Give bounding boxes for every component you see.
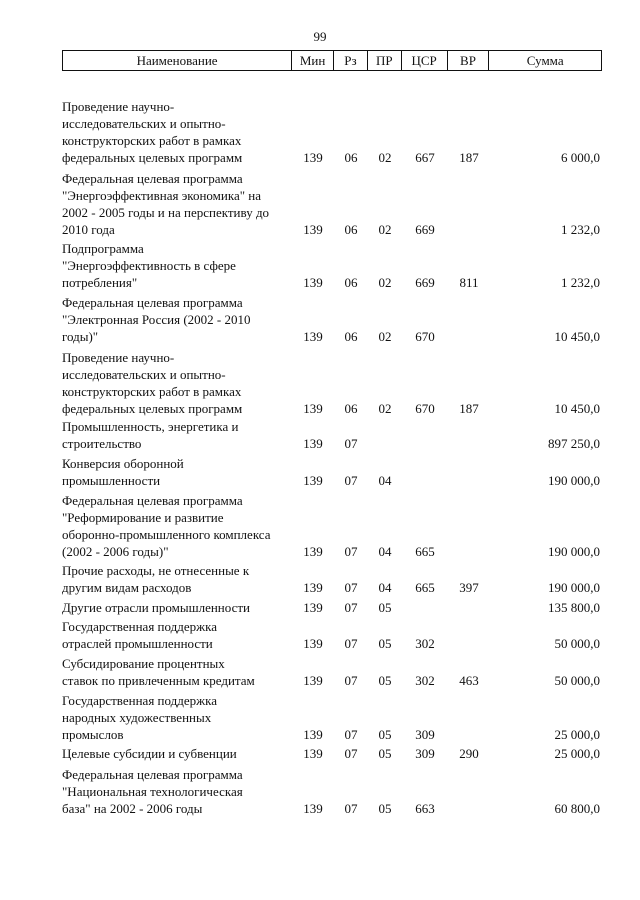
row-name: Прочие расходы, не отнесенные к другим видам расходов (62, 563, 250, 595)
row-rz: 07 (344, 727, 358, 742)
row-min: 139 (303, 746, 323, 761)
row-name: Государственная поддержка отраслей промышленности (62, 619, 218, 651)
row-rz: 07 (344, 580, 358, 595)
row-min: 139 (303, 544, 323, 559)
row-rz: 06 (344, 329, 358, 344)
row-rz: 07 (344, 600, 358, 615)
page-number: 99 (313, 29, 327, 44)
table-row (62, 599, 602, 616)
row-csr: 669 (415, 275, 435, 290)
row-sum: 1 232,0 (561, 275, 600, 290)
row-csr: 669 (415, 222, 435, 237)
row-csr: 665 (415, 580, 435, 595)
row-rz: 06 (344, 222, 358, 237)
row-min: 139 (303, 401, 323, 416)
header-csr: ЦСР (402, 51, 448, 70)
row-pr: 02 (378, 222, 392, 237)
row-pr: 02 (378, 150, 392, 165)
header-vr: ВР (448, 51, 490, 70)
row-sum: 10 450,0 (554, 329, 600, 344)
row-name: Другие отрасли промышленности (62, 600, 250, 615)
row-csr: 309 (415, 746, 435, 761)
row-pr: 02 (378, 275, 392, 290)
row-min: 139 (303, 222, 323, 237)
row-rz: 06 (344, 150, 358, 165)
row-sum: 190 000,0 (548, 544, 600, 559)
row-vr: 463 (459, 673, 479, 688)
row-pr: 04 (378, 473, 392, 488)
header-rz: Рз (334, 51, 368, 70)
table-row (62, 240, 602, 291)
row-vr: 290 (459, 746, 479, 761)
table-row (62, 492, 602, 560)
row-name: Промышленность, энергетика и строительство (62, 419, 239, 451)
row-csr: 665 (415, 544, 435, 559)
row-sum: 6 000,0 (561, 150, 600, 165)
row-sum: 190 000,0 (548, 473, 600, 488)
row-min: 139 (303, 636, 323, 651)
row-rz: 07 (344, 436, 358, 451)
row-sum: 190 000,0 (548, 580, 600, 595)
row-pr: 05 (378, 727, 392, 742)
row-min: 139 (303, 275, 323, 290)
row-csr: 663 (415, 801, 435, 816)
row-name: Конверсия оборонной промышленности (62, 456, 184, 488)
table-row (62, 618, 602, 652)
row-pr: 04 (378, 544, 392, 559)
row-min: 139 (303, 673, 323, 688)
row-vr: 397 (459, 580, 479, 595)
row-sum: 25 000,0 (554, 746, 600, 761)
header-pr: ПР (368, 51, 402, 70)
row-rz: 07 (344, 673, 358, 688)
row-pr: 05 (378, 673, 392, 688)
row-pr: 05 (378, 600, 392, 615)
row-name: Проведение научно- исследовательских и опытно- конструкторских работ в рамках федеральных целевых программ (62, 350, 243, 416)
header-min: Мин (292, 51, 334, 70)
row-pr: 02 (378, 329, 392, 344)
row-name: Федеральная целевая программа "Национальная технологическая база" на 2002 - 2006 годы (62, 767, 243, 816)
row-min: 139 (303, 727, 323, 742)
row-vr: 187 (459, 401, 479, 416)
row-sum: 897 250,0 (548, 436, 600, 451)
row-rz: 06 (344, 401, 358, 416)
row-csr: 309 (415, 727, 435, 742)
row-csr: 667 (415, 150, 435, 165)
table-row (62, 294, 602, 345)
row-pr: 05 (378, 801, 392, 816)
row-min: 139 (303, 600, 323, 615)
row-vr: 187 (459, 150, 479, 165)
row-csr: 670 (415, 329, 435, 344)
header-name: Наименование (63, 51, 292, 70)
table-row (62, 170, 602, 238)
row-min: 139 (303, 150, 323, 165)
row-rz: 07 (344, 473, 358, 488)
row-csr: 302 (415, 636, 435, 651)
row-csr: 670 (415, 401, 435, 416)
table-row (62, 655, 602, 689)
row-min: 139 (303, 329, 323, 344)
row-sum: 25 000,0 (554, 727, 600, 742)
row-rz: 07 (344, 544, 358, 559)
row-pr: 04 (378, 580, 392, 595)
row-name: Проведение научно- исследовательских и опытно- конструкторских работ в рамках федеральных целевых программ (62, 99, 243, 165)
row-name: Субсидирование процентных ставок по привлеченным кредитам (62, 656, 255, 688)
table-row (62, 349, 602, 417)
row-name: Государственная поддержка народных художественных промыслов (62, 693, 218, 742)
row-sum: 60 800,0 (554, 801, 600, 816)
header-sum: Сумма (526, 52, 564, 68)
row-vr: 811 (459, 275, 479, 290)
row-name: Федеральная целевая программа "Электронная Россия (2002 - 2010 годы)" (62, 295, 251, 344)
row-pr: 05 (378, 746, 392, 761)
row-min: 139 (303, 436, 323, 451)
table-row (62, 98, 602, 166)
row-min: 139 (303, 473, 323, 488)
table-row (62, 418, 602, 452)
row-name: Подпрограмма "Энергоэффективность в сфере потребления" (62, 241, 236, 290)
table-row (62, 692, 602, 743)
row-pr: 05 (378, 636, 392, 651)
row-sum: 50 000,0 (554, 673, 600, 688)
row-name: Федеральная целевая программа "Энергоэффективная экономика" на 2002 - 2005 годы и на перспективу до 2010 года (62, 171, 270, 237)
row-csr: 302 (415, 673, 435, 688)
row-rz: 07 (344, 746, 358, 761)
table-row (62, 745, 602, 762)
table-row (62, 455, 602, 489)
row-rz: 07 (344, 636, 358, 651)
row-min: 139 (303, 580, 323, 595)
row-rz: 07 (344, 801, 358, 816)
row-pr: 02 (378, 401, 392, 416)
table-header (62, 50, 602, 71)
row-name: Федеральная целевая программа "Реформирование и развитие оборонно-промышленного комплекса (2002 - 2006 годы)" (62, 493, 271, 559)
row-min: 139 (303, 801, 323, 816)
table-row (62, 766, 602, 817)
row-sum: 135 800,0 (548, 600, 600, 615)
table-row (62, 562, 602, 596)
row-sum: 1 232,0 (561, 222, 600, 237)
row-name: Целевые субсидии и субвенции (62, 746, 237, 761)
row-sum: 10 450,0 (554, 401, 600, 416)
row-rz: 06 (344, 275, 358, 290)
row-sum: 50 000,0 (554, 636, 600, 651)
